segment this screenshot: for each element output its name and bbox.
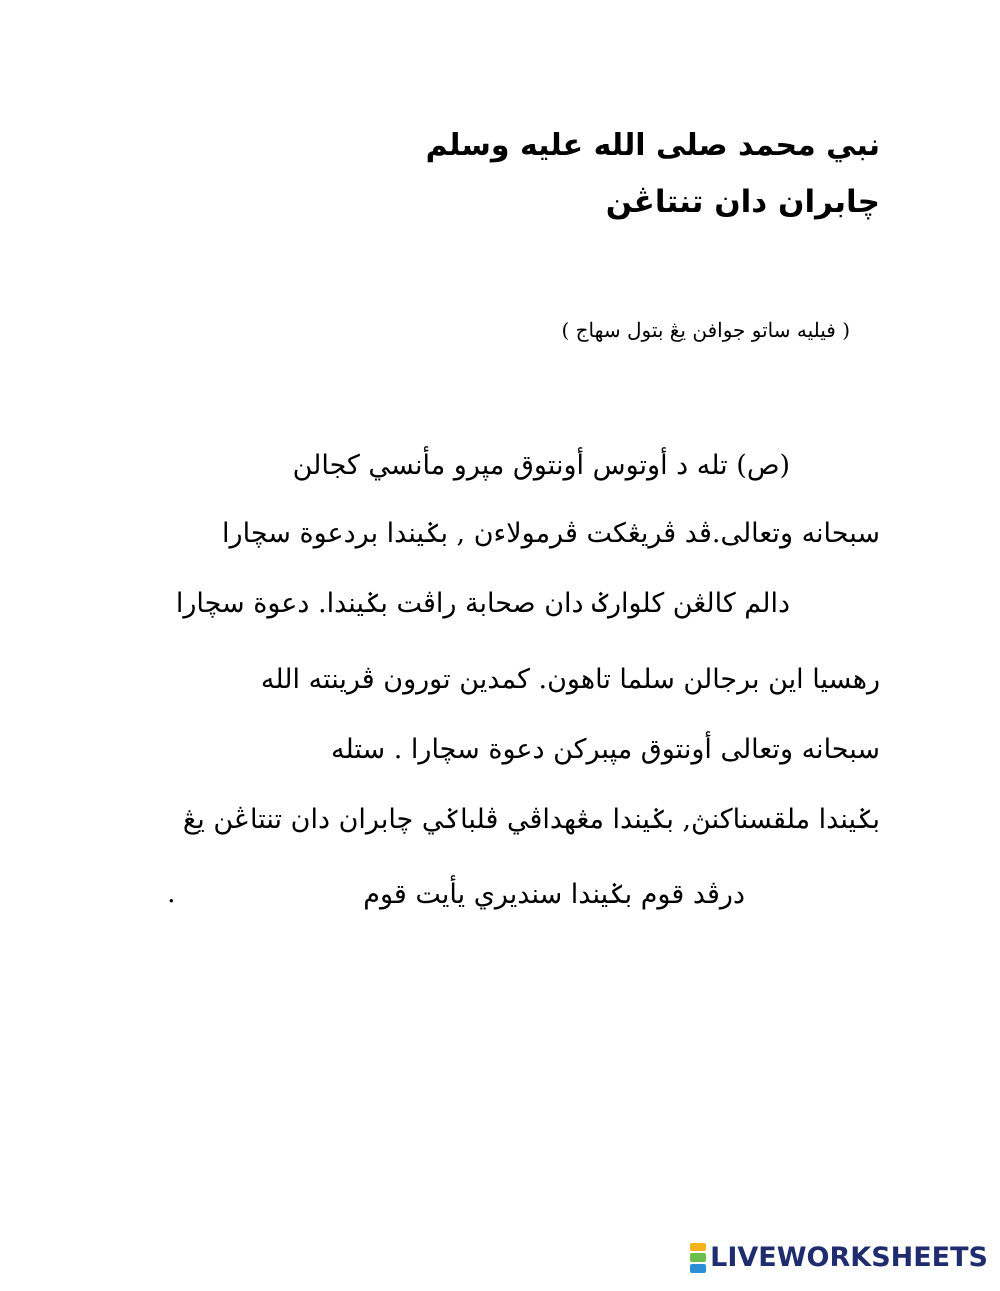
page-subtitle: چابران دان تنتاڠن (605, 184, 880, 220)
liveworksheets-branding (690, 1242, 988, 1273)
paragraph-line-2: سبحانه وتعالى.ڤد ڤريڠكت ڤرمولاءن , بݢيندا بردعوة سچارا (222, 518, 880, 549)
paragraph-line-1: (ص) تله د أوتوس أونتوق مپرو مأنسي كجالن (292, 450, 790, 481)
paragraph-line-7: درڤد قوم بݢيندا سنديري يأيت قوم (363, 879, 745, 910)
liveworksheets-logo-icon (690, 1243, 706, 1273)
instruction-text: ( فيليه ساتو جوافن يڠ بتول سهاج ) (561, 318, 850, 342)
logo-bar-3 (690, 1264, 706, 1273)
paragraph-line-4: رهسيا اين برجالن سلما تاهون. كمدين تورون ڤرينته الله (260, 664, 880, 695)
logo-bar-1 (690, 1243, 706, 1252)
paragraph-line-5: سبحانه وتعالى أونتوق مپبركن دعوة سچارا . ستله (330, 734, 880, 765)
paragraph-line-7-dot: . (167, 878, 176, 909)
paragraph-line-3: دالم كالڠن كلوارݢ دان صحابة راڤت بݢيندا. دعوة سچارا (175, 588, 790, 619)
liveworksheets-wordmark: LIVEWORKSHEETS (710, 1242, 988, 1273)
page-title: نبي محمد صلى الله عليه وسلم (425, 128, 880, 163)
logo-bar-2 (690, 1253, 706, 1262)
paragraph-line-6: بݢيندا ملقسناكنڽ, بݢيندا مڠهداڤي ڤلباݢي چابران دان تنتاڠن يڠ (182, 804, 880, 835)
